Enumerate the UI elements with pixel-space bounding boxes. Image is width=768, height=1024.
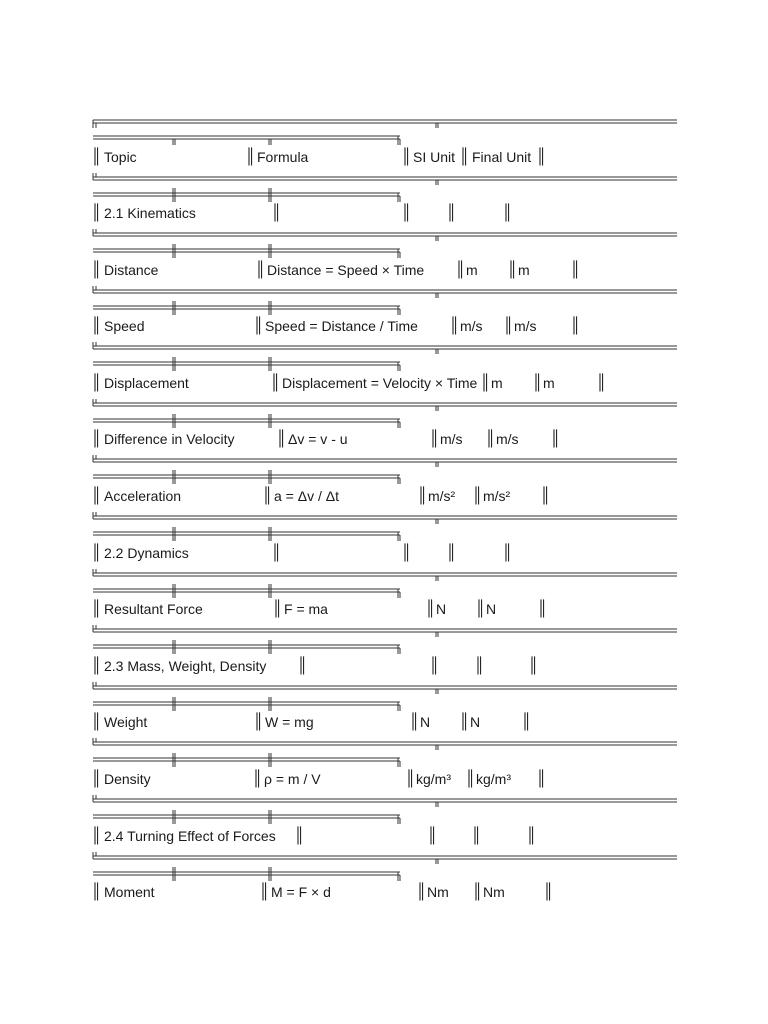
column-divider: ║ [485, 430, 496, 447]
column-divider: ║ [91, 544, 102, 561]
cell-formula: a = Δv / Δt [274, 488, 340, 504]
column-divider: ║ [401, 148, 412, 165]
column-divider: ║ [446, 544, 457, 561]
column-divider: ║ [91, 261, 102, 278]
column-divider: ║ [429, 657, 440, 674]
column-divider: ║ [294, 827, 305, 844]
column-divider: ║ [91, 883, 102, 900]
row-separator [0, 738, 768, 768]
row-separator [0, 173, 768, 203]
row-separator [0, 399, 768, 429]
table-row [0, 371, 768, 395]
column-divider: ║ [417, 487, 428, 504]
cell-final-unit: m/s [514, 318, 537, 334]
column-divider: ║ [521, 713, 532, 730]
table-row [0, 258, 768, 282]
column-divider: ║ [532, 374, 543, 391]
cell-topic: Distance [104, 262, 159, 278]
table-header-row [0, 145, 768, 169]
column-divider: ║ [507, 261, 518, 278]
column-divider: ║ [526, 827, 537, 844]
column-divider: ║ [459, 713, 470, 730]
cell-final-unit: Nm [483, 884, 505, 900]
header-final-unit: Final Unit [472, 149, 532, 165]
column-divider: ║ [91, 600, 102, 617]
column-divider: ║ [472, 883, 483, 900]
cell-final-unit: m [518, 262, 530, 278]
cell-si-unit: Nm [427, 884, 449, 900]
table-row [0, 484, 768, 508]
cell-formula: ρ = m / V [264, 771, 321, 787]
cell-formula: Speed = Distance / Time [265, 318, 418, 334]
cell-topic: Difference in Velocity [104, 431, 235, 447]
column-divider: ║ [409, 713, 420, 730]
cell-final-unit: m [543, 375, 555, 391]
cell-final-unit: m/s [496, 431, 519, 447]
column-divider: ║ [536, 770, 547, 787]
cell-topic: Moment [104, 884, 155, 900]
column-divider: ║ [91, 204, 102, 221]
cell-si-unit: m/s [460, 318, 483, 334]
column-divider: ║ [471, 827, 482, 844]
column-divider: ║ [480, 374, 491, 391]
column-divider: ║ [537, 600, 548, 617]
column-divider: ║ [570, 317, 581, 334]
column-divider: ║ [262, 487, 273, 504]
table-row [0, 767, 768, 791]
column-divider: ║ [550, 430, 561, 447]
table-row [0, 597, 768, 621]
cell-topic: Acceleration [104, 488, 182, 504]
column-divider: ║ [297, 657, 308, 674]
table-row [0, 314, 768, 338]
column-divider: ║ [253, 317, 264, 334]
table-section-row [0, 824, 768, 848]
column-divider: ║ [455, 261, 466, 278]
header-si-unit: SI Unit [413, 149, 456, 165]
column-divider: ║ [272, 600, 283, 617]
column-divider: ║ [503, 317, 514, 334]
column-divider: ║ [91, 770, 102, 787]
cell-si-unit: m [466, 262, 478, 278]
cell-si-unit: m [491, 375, 503, 391]
column-divider: ║ [465, 770, 476, 787]
cell-formula: W = mg [265, 714, 314, 730]
cell-topic: Resultant Force [104, 601, 203, 617]
header-formula: Formula [257, 149, 309, 165]
column-divider: ║ [425, 600, 436, 617]
column-divider: ║ [255, 261, 266, 278]
row-separator [0, 512, 768, 542]
row-separator [0, 569, 768, 599]
cell-formula: Displacement = Velocity × Time [282, 375, 478, 391]
cell-final-unit: m/s² [483, 488, 511, 504]
row-separator [0, 342, 768, 372]
column-divider: ║ [596, 374, 607, 391]
column-divider: ║ [270, 374, 281, 391]
column-divider: ║ [472, 487, 483, 504]
column-divider: ║ [528, 657, 539, 674]
column-divider: ║ [245, 148, 256, 165]
column-divider: ║ [91, 430, 102, 447]
column-divider: ║ [475, 600, 486, 617]
column-divider: ║ [427, 827, 438, 844]
column-divider: ║ [91, 713, 102, 730]
cell-topic: 2.1 Kinematics [104, 205, 196, 221]
row-separator [0, 795, 768, 825]
column-divider: ║ [570, 261, 581, 278]
cell-topic: Weight [104, 714, 148, 730]
cell-topic: 2.3 Mass, Weight, Density [104, 658, 267, 674]
table-row [0, 427, 768, 451]
column-divider: ║ [449, 317, 460, 334]
column-divider: ║ [459, 148, 470, 165]
cell-topic: Displacement [104, 375, 189, 391]
cell-topic: Speed [104, 318, 145, 334]
column-divider: ║ [271, 204, 282, 221]
cell-si-unit: N [420, 714, 431, 730]
column-divider: ║ [540, 487, 551, 504]
row-separator [0, 229, 768, 259]
table-row [0, 710, 768, 734]
column-divider: ║ [252, 770, 263, 787]
cell-formula: M = F × d [271, 884, 331, 900]
cell-si-unit: N [436, 601, 447, 617]
cell-si-unit: m/s² [428, 488, 456, 504]
table-section-row [0, 654, 768, 678]
cell-si-unit: m/s [440, 431, 463, 447]
column-divider: ║ [401, 544, 412, 561]
column-divider: ║ [429, 430, 440, 447]
column-divider: ║ [276, 430, 287, 447]
column-divider: ║ [91, 317, 102, 334]
cell-formula: F = ma [284, 601, 328, 617]
column-divider: ║ [259, 883, 270, 900]
column-divider: ║ [91, 487, 102, 504]
cell-topic: 2.4 Turning Effect of Forces [104, 828, 276, 844]
cell-formula: Δv = v - u [288, 431, 348, 447]
cell-final-unit: N [470, 714, 481, 730]
cell-topic: 2.2 Dynamics [104, 545, 189, 561]
column-divider: ║ [253, 713, 264, 730]
cell-final-unit: kg/m³ [476, 771, 511, 787]
column-divider: ║ [536, 148, 547, 165]
column-divider: ║ [91, 148, 102, 165]
row-separator [0, 625, 768, 655]
column-divider: ║ [401, 204, 412, 221]
row-separator [0, 682, 768, 712]
table-section-row [0, 541, 768, 565]
row-separator [0, 455, 768, 485]
column-divider: ║ [91, 827, 102, 844]
header-topic: Topic [104, 149, 137, 165]
column-divider: ║ [543, 883, 554, 900]
column-divider: ║ [446, 204, 457, 221]
cell-formula: Distance = Speed × Time [267, 262, 425, 278]
row-separator [0, 852, 768, 882]
table-section-row [0, 201, 768, 225]
column-divider: ║ [502, 544, 513, 561]
column-divider: ║ [502, 204, 513, 221]
column-divider: ║ [416, 883, 427, 900]
table-border-top [0, 116, 768, 146]
row-separator [0, 286, 768, 316]
cell-si-unit: kg/m³ [416, 771, 451, 787]
column-divider: ║ [405, 770, 416, 787]
cell-final-unit: N [486, 601, 497, 617]
column-divider: ║ [271, 544, 282, 561]
column-divider: ║ [474, 657, 485, 674]
column-divider: ║ [91, 657, 102, 674]
table-row [0, 880, 768, 904]
column-divider: ║ [91, 374, 102, 391]
cell-topic: Density [104, 771, 151, 787]
